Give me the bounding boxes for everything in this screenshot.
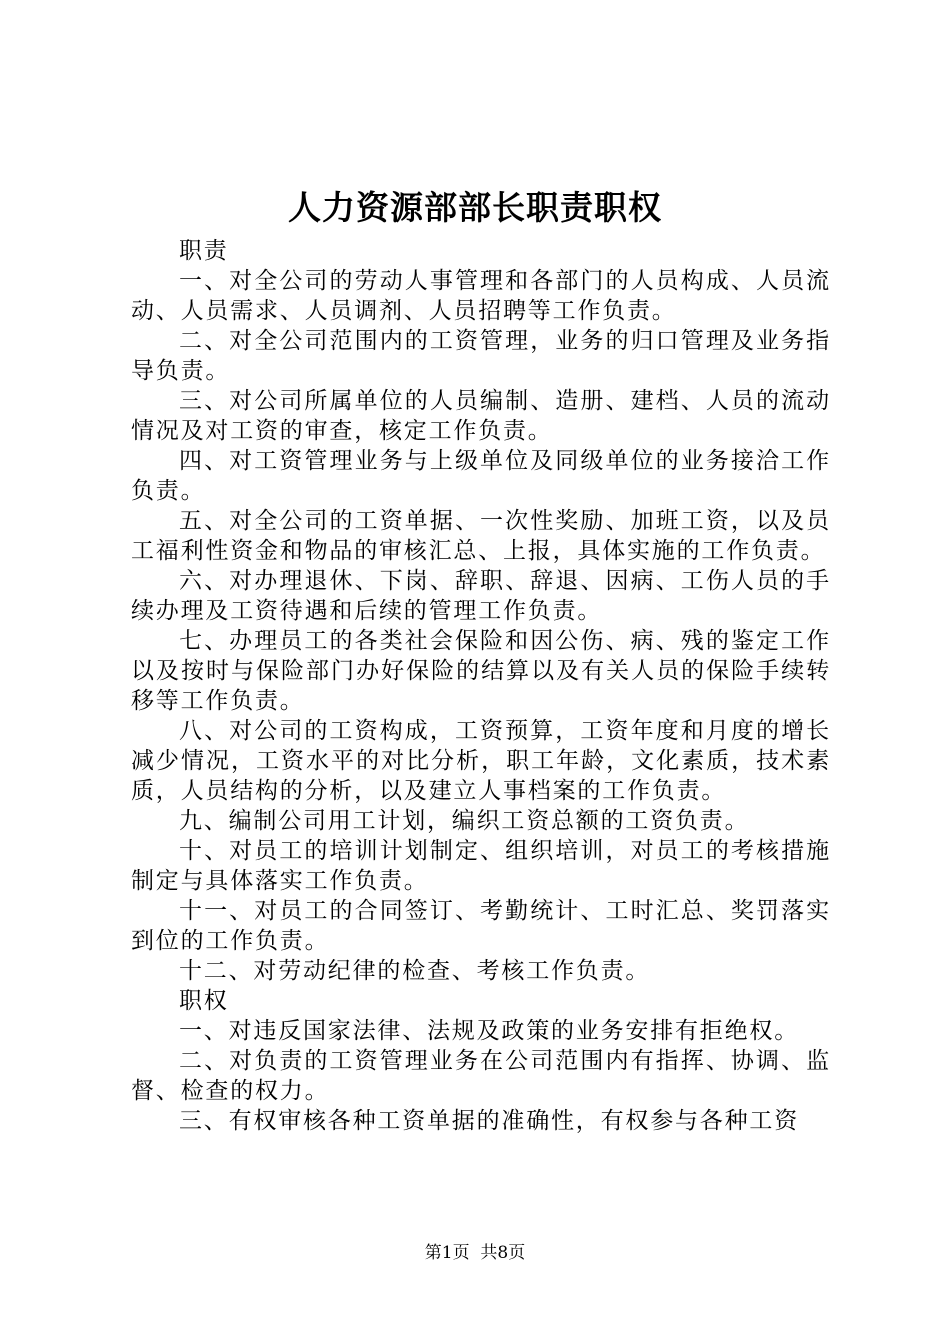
- page-total: 共8页: [480, 1243, 526, 1263]
- duty-item-1: 一、对全公司的劳动人事管理和各部门的人员构成、人员流动、人员需求、人员调剂、人员招聘等工作负责。: [131, 268, 831, 324]
- authority-item-1: 一、对违反国家法律、法规及政策的业务安排有拒绝权。: [179, 1018, 799, 1044]
- page-number: 第1页: [424, 1243, 470, 1263]
- section-heading-authority: 职权: [179, 988, 229, 1014]
- authority-item-2: 二、对负责的工资管理业务在公司范围内有指挥、协调、监督、检查的权力。: [131, 1048, 831, 1104]
- duty-item-10: 十、对员工的培训计划制定、组织培训，对员工的考核措施制定与具体落实工作负责。: [131, 838, 831, 894]
- duty-item-11: 十一、对员工的合同签订、考勤统计、工时汇总、奖罚落实到位的工作负责。: [131, 898, 831, 954]
- duty-item-4: 四、对工资管理业务与上级单位及同级单位的业务接洽工作负责。: [131, 448, 831, 504]
- authority-item-3: 三、有权审核各种工资单据的准确性，有权参与各种工资: [179, 1108, 799, 1134]
- duty-item-8: 八、对公司的工资构成，工资预算，工资年度和月度的增长减少情况，工资水平的对比分析，职工年龄，文化素质，技术素质，人员结构的分析，以及建立人事档案的工作负责。: [131, 718, 831, 804]
- duty-item-9: 九、编制公司用工计划，编织工资总额的工资负责。: [179, 808, 750, 834]
- duty-item-5: 五、对全公司的工资单据、一次性奖励、加班工资，以及员工福利性资金和物品的审核汇总、上报，具体实施的工作负责。: [131, 508, 831, 564]
- duty-item-2: 二、对全公司范围内的工资管理，业务的归口管理及业务指导负责。: [131, 328, 831, 384]
- duty-item-6: 六、对办理退休、下岗、辞职、辞退、因病、工伤人员的手续办理及工资待遇和后续的管理工作负责。: [131, 568, 831, 624]
- duty-item-3: 三、对公司所属单位的人员编制、造册、建档、人员的流动情况及对工资的审查，核定工作负责。: [131, 388, 831, 444]
- document-title: 人力资源部部长职责职权: [288, 188, 662, 227]
- duty-item-7: 七、办理员工的各类社会保险和因公伤、病、残的鉴定工作以及按时与保险部门办好保险的结算以及有关人员的保险手续转移等工作负责。: [131, 628, 831, 714]
- document-body: [131, 236, 831, 1136]
- page-footer: [0, 1242, 950, 1264]
- duty-item-12: 十二、对劳动纪律的检查、考核工作负责。: [179, 958, 651, 984]
- section-heading-duties: 职责: [179, 238, 229, 264]
